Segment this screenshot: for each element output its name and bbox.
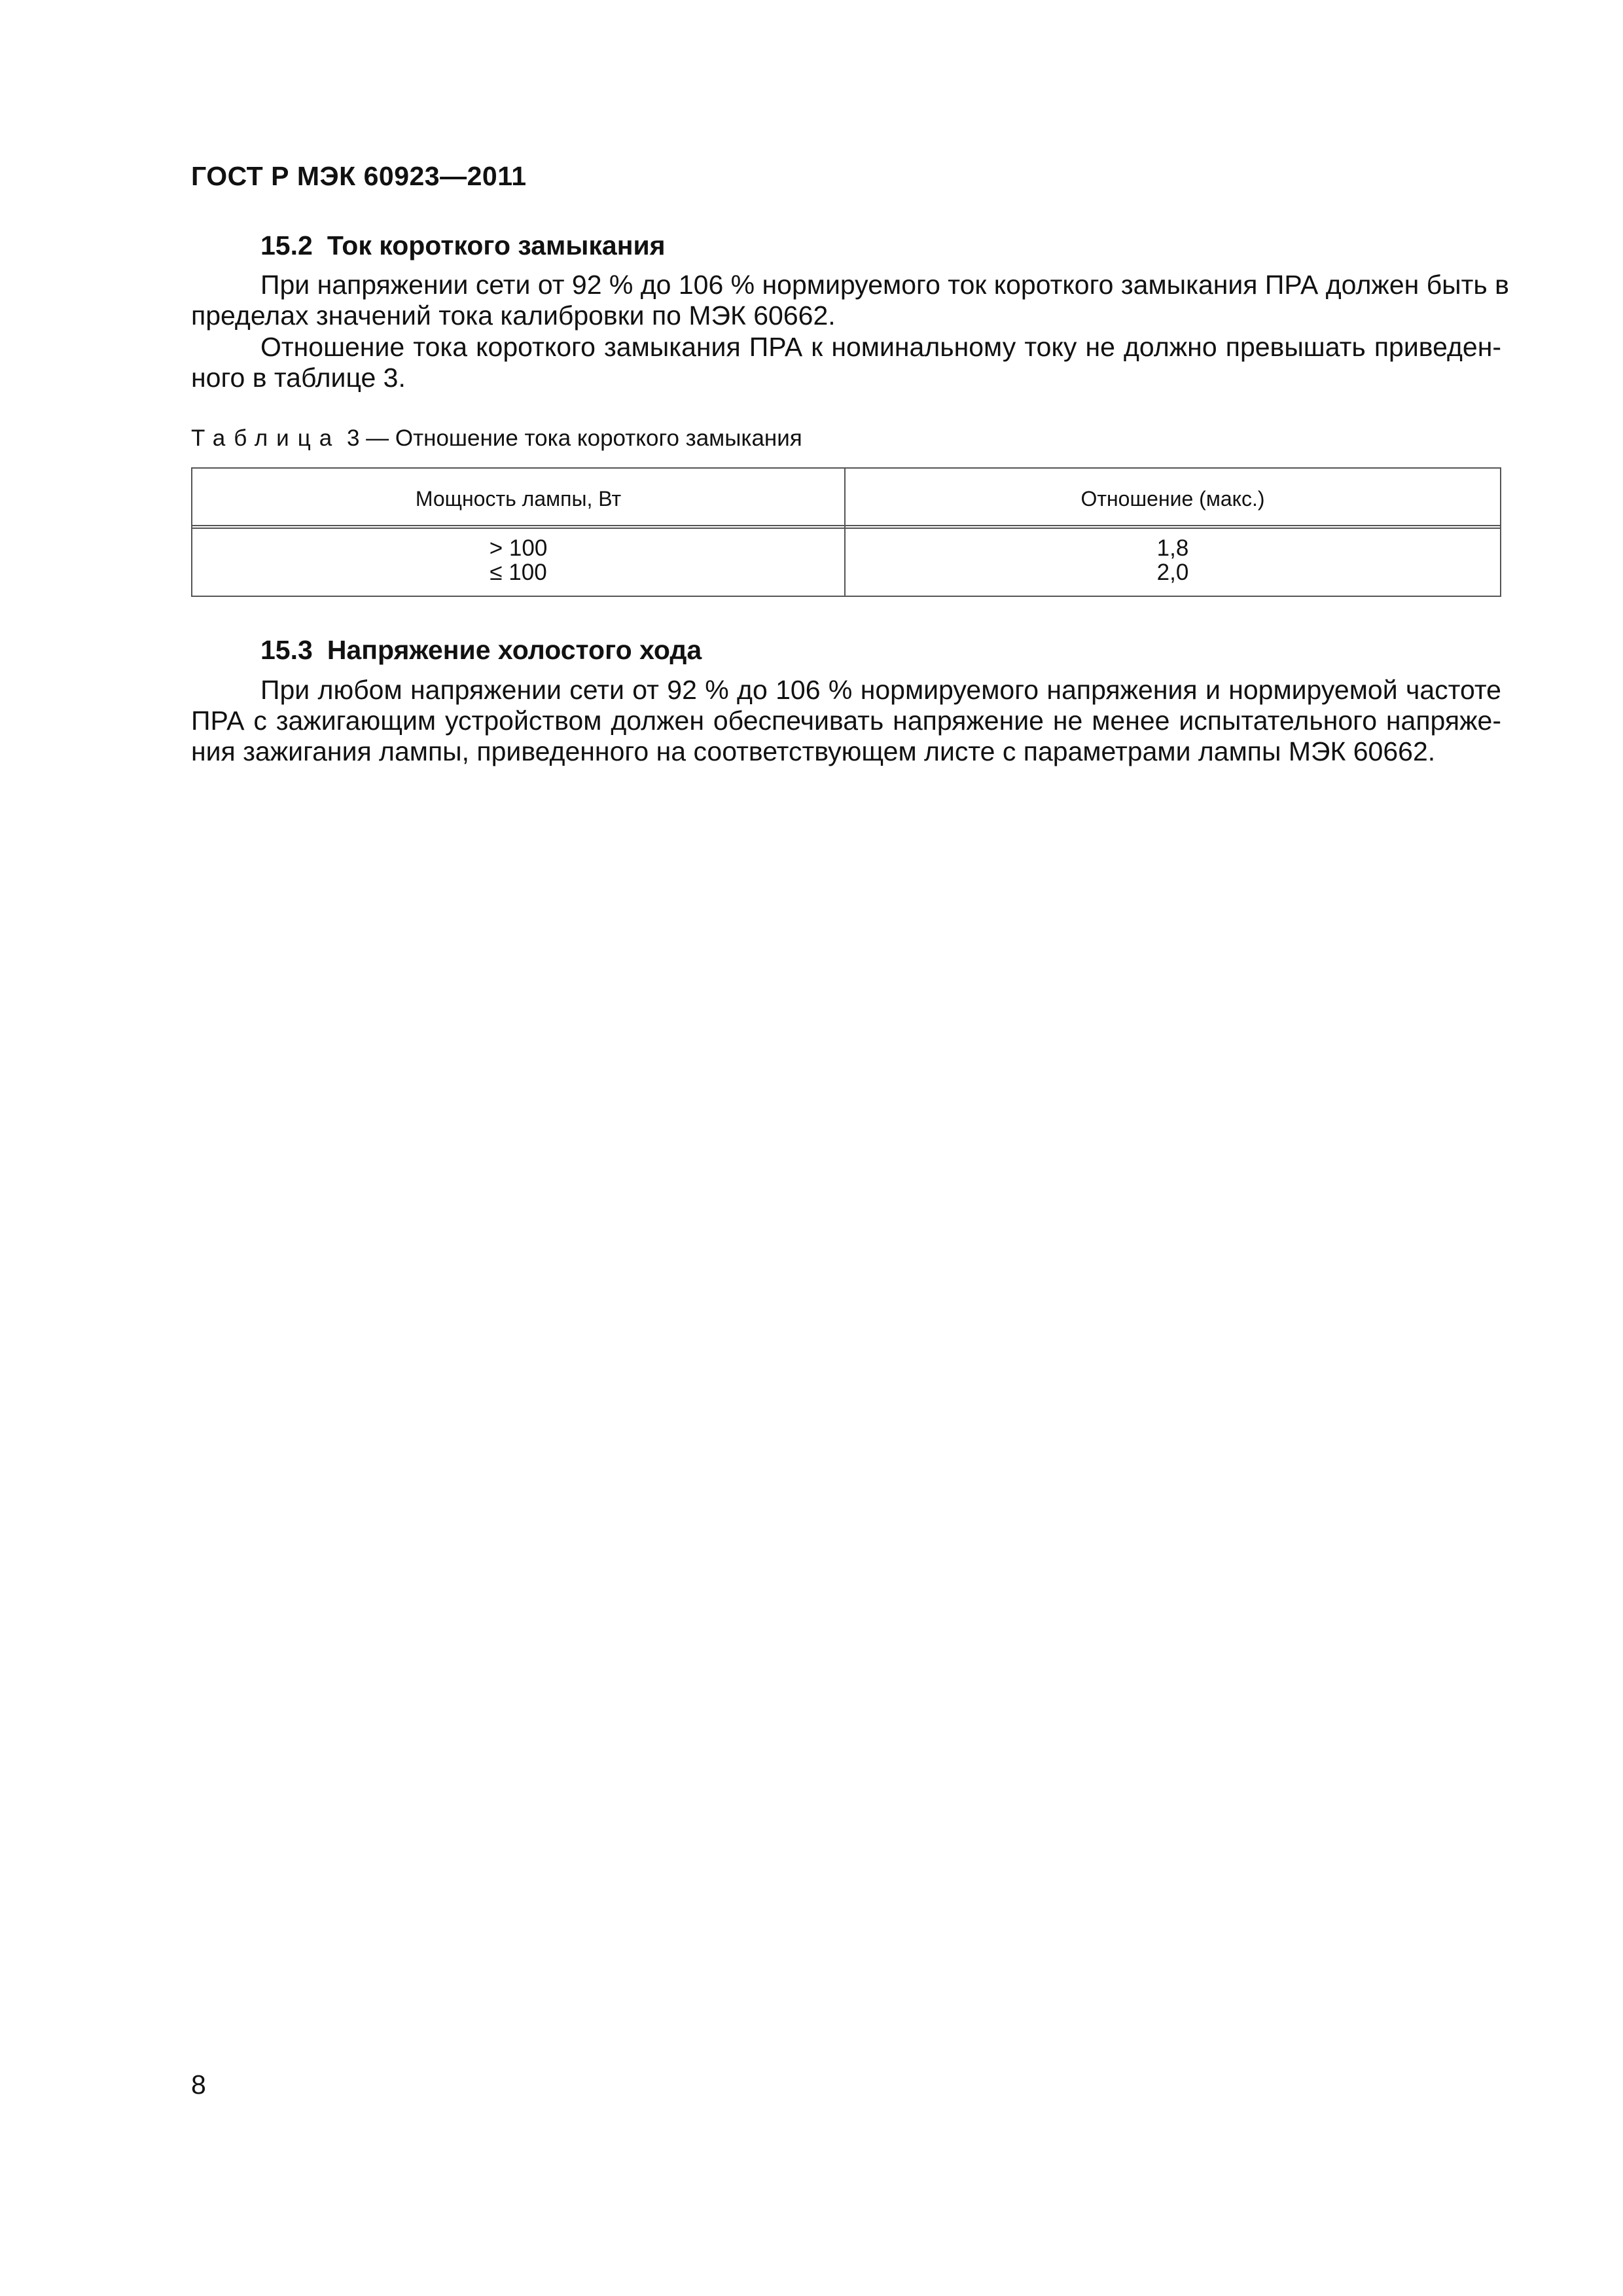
section-number: 15.2 [260,230,313,260]
page-number: 8 [191,2070,206,2100]
paragraph-line: ния зажигания лампы, приведенного на соответствующем листе с параметрами лампы МЭК 60662. [191,736,1436,766]
paragraph-line: ного в таблице 3. [191,363,406,393]
table-cell-ratio: 1,8 [1156,535,1189,561]
paragraph-line: ПРА с зажигающим устройством должен обеспечивать напряжение не менее испытательного напряже- [191,706,1501,736]
section-title: Ток короткого замыкания [327,230,666,260]
section-title: Напряжение холостого хода [327,635,702,665]
table-header-lamp-power: Мощность лампы, Вт [415,487,622,511]
paragraph-line: пределах значений тока калибровки по МЭК 60662. [191,300,836,331]
table-caption-number: 3 [346,425,360,451]
table-cell-lamp-power: ≤ 100 [490,560,547,585]
table-header-divider [192,525,1500,529]
section-number: 15.3 [260,635,313,665]
section-heading-15-3 [260,633,702,667]
document-header: ГОСТ Р МЭК 60923—2011 [191,161,527,191]
paragraph-15-2-1 [191,270,1509,331]
table-caption-prefix: Таблица [191,425,341,451]
paragraph-line: При напряжении сети от 92 % до 106 % нормируемого ток короткого замыкания ПРА должен быть в [260,270,1509,300]
section-heading-15-2 [260,228,666,262]
table-caption [191,424,802,453]
table-cell-lamp-power: > 100 [489,535,548,561]
table-caption-text: — Отношение тока короткого замыкания [359,425,802,451]
paragraph-15-2-2 [191,332,1501,393]
paragraph-15-3-1 [191,675,1501,767]
table-header-ratio: Отношение (макс.) [1080,487,1265,511]
table-cell-ratio: 2,0 [1156,560,1189,585]
paragraph-line: При любом напряжении сети от 92 % до 106 % нормируемого напряжения и нормируемой частоте [260,675,1501,705]
short-circuit-ratio-table [191,467,1501,597]
paragraph-line: Отношение тока короткого замыкания ПРА к номинальному току не должно превышать приведен- [260,332,1501,362]
